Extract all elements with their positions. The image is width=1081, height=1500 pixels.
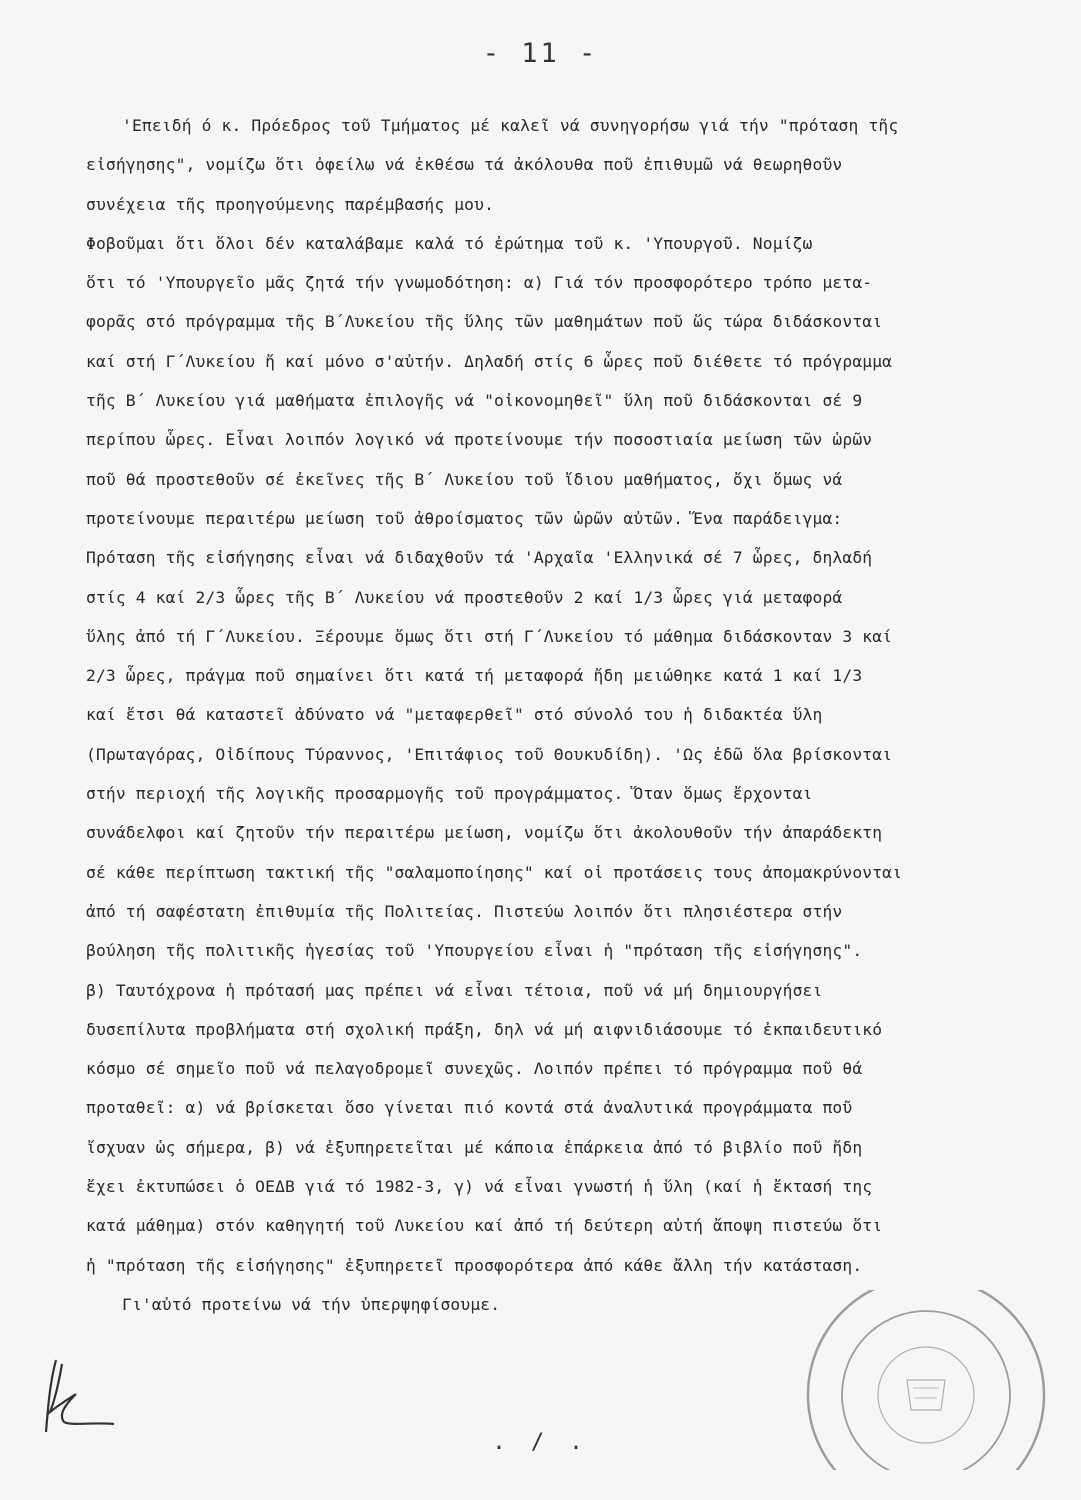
text-line: καί ἔτσι θά καταστεῖ ἀδύνατο νά "μεταφερθεῖ" στό σύνολό του ἡ διδακτέα ὕλη xyxy=(86,705,823,725)
text-line: κατά μάθημα) στόν καθηγητή τοῦ Λυκείου καί ἀπό τή δεύτερη αὐτή ἄποψη πιστεύω ὅτι xyxy=(86,1216,883,1236)
handwritten-signature xyxy=(36,1352,126,1442)
text-line: ἀπό τή σαφέστατη ἐπιθυμία τῆς Πολιτείας. Πιστεύω λοιπόν ὅτι πλησιέστερα στήν xyxy=(86,901,843,921)
text-line: στίς 4 καί 2/3 ὧρες τῆς Β΄ Λυκείου νά προστεθοῦν 2 καί 1/3 ὧρες γιά μεταφορά xyxy=(86,587,843,607)
text-line: ὅτι τό 'Υπουργεῖο μᾶς ζητά τήν γνωμοδότηση: α) Γιά τόν προσφορότερο τρόπο μετα- xyxy=(86,273,873,293)
text-line: Φοβοῦμαι ὅτι ὅλοι δέν καταλάβαμε καλά τό ἐρώτημα τοῦ κ. 'Υπουργοῦ. Νομίζω xyxy=(86,233,813,253)
official-seal-stamp xyxy=(795,1290,1057,1470)
text-line: Πρόταση τῆς εἰσήγησης εἶναι νά διδαχθοῦν τά 'Αρχαῖα 'Ελληνικά σέ 7 ὧρες, δηλαδή xyxy=(86,548,873,568)
text-line: ἔχει ἐκτυπώσει ὁ ΟΕΔΒ γιά τό 1982-3, γ) νά εἶναι γνωστή ἡ ὕλη (καί ἡ ἔκτασή της xyxy=(86,1177,873,1197)
text-line: (Πρωταγόρας, Οἰδίπους Τύραννος, 'Επιτάφιος τοῦ Θουκυδίδη). 'Ως ἐδῶ ὅλα βρίσκονται xyxy=(86,744,893,764)
text-line: φορᾶς στό πρόγραμμα τῆς Β΄Λυκείου τῆς ὕλης τῶν μαθημάτων ποῦ ὥς τώρα διδάσκονται xyxy=(86,312,883,332)
typed-letter-body xyxy=(86,106,1046,1324)
text-line: δυσεπίλυτα προβλήματα στή σχολική πράξη, δηλ νά μή αιφνιδιάσουμε τό ἐκπαιδευτικό xyxy=(86,1019,883,1039)
text-line: τῆς Β΄ Λυκείου γιά μαθήματα ἐπιλογῆς νά "οἰκονομηθεῖ" ὕλη ποῦ διδάσκονται σέ 9 xyxy=(86,391,863,411)
text-line: 2/3 ὧρες, πράγμα ποῦ σημαίνει ὅτι κατά τή μεταφορά ἤδη μειώθηκε κατά 1 καί 1/3 xyxy=(86,666,863,686)
text-line: 'Επειδή ό κ. Πρόεδρος τοῦ Τμήματος μέ καλεῖ νά συνηγορήσω γιά τήν "πρόταση τῆς xyxy=(122,116,899,135)
continuation-mark: . / . xyxy=(492,1430,589,1455)
text-line: στήν περιοχή τῆς λογικῆς προσαρμογῆς τοῦ προγράμματος. Ὅταν ὅμως ἔρχονται xyxy=(86,784,813,804)
text-line: Γι'αὐτό προτείνω νά τήν ὑπερψηφίσουμε. xyxy=(122,1294,501,1314)
text-line: σέ κάθε περίπτωση τακτική τῆς "σαλαμοποίησης" καί οἱ προτάσεις τους ἀπομακρύνονται xyxy=(86,862,903,882)
text-line: ποῦ θά προστεθοῦν σέ ἐκεῖνες τῆς Β΄ Λυκείου τοῦ ἴδιου μαθήματος, ὄχι ὅμως νά xyxy=(86,469,843,489)
text-line: βούληση τῆς πολιτικῆς ἡγεσίας τοῦ 'Υπουργείου εἶναι ἡ "πρόταση τῆς εἰσήγησης". xyxy=(86,941,863,961)
text-line: προτείνουμε περαιτέρω μείωση τοῦ ἀθροίσματος τῶν ὡρῶν αὐτῶν. Ἕνα παράδειγμα: xyxy=(86,508,843,528)
text-line: συνέχεια τῆς προηγούμενης παρέμβασής μου. xyxy=(86,194,495,214)
text-line: ἴσχυαν ὡς σήμερα, β) νά ἐξυπηρετεῖται μέ κάποια ἐπάρκεια ἀπό τό βιβλίο ποῦ ἤδη xyxy=(86,1137,863,1157)
text-line: προταθεῖ: α) νά βρίσκεται ὅσο γίνεται πιό κοντά στά ἀναλυτικά προγράμματα ποῦ xyxy=(86,1098,853,1118)
text-line: ὕλης ἀπό τή Γ΄Λυκείου. Ξέρουμε ὅμως ὅτι στή Γ΄Λυκείου τό μάθημα διδάσκονταν 3 καί xyxy=(86,626,893,646)
text-line: καί στή Γ΄Λυκείου ἤ καί μόνο σ'αὐτήν. Δηλαδή στίς 6 ὧρες ποῦ διέθετε τό πρόγραμμα xyxy=(86,351,893,371)
text-line: περίπου ὧρες. Εἶναι λοιπόν λογικό νά προτείνουμε τήν ποσοστιαία μείωση τῶν ὡρῶν xyxy=(86,430,873,450)
text-line: συνάδελφοι καί ζητοῦν τήν περαιτέρω μείωση, νομίζω ὅτι ἀκολουθοῦν τήν ἀπαράδεκτη xyxy=(86,823,883,843)
text-line: εἰσήγησης", νομίζω ὅτι ὀφείλω νά ἐκθέσω τά ἀκόλουθα ποῦ ἐπιθυμῶ νά θεωρηθοῦν xyxy=(86,155,843,175)
text-line: κόσμο σέ σημεῖο ποῦ νά πελαγοδρομεῖ συνεχῶς. Λοιπόν πρέπει τό πρόγραμμα ποῦ θά xyxy=(86,1059,863,1079)
text-line: β) Ταυτόχρονα ἡ πρότασή μας πρέπει νά εἶναι τέτοια, ποῦ νά μή δημιουργήσει xyxy=(86,980,823,1000)
text-line: ἡ "πρόταση τῆς εἰσήγησης" ἐξυπηρετεῖ προσφορότερα ἀπό κάθε ἄλλη τήν κατάσταση. xyxy=(86,1255,863,1275)
page-number: - 11 - xyxy=(482,38,599,69)
